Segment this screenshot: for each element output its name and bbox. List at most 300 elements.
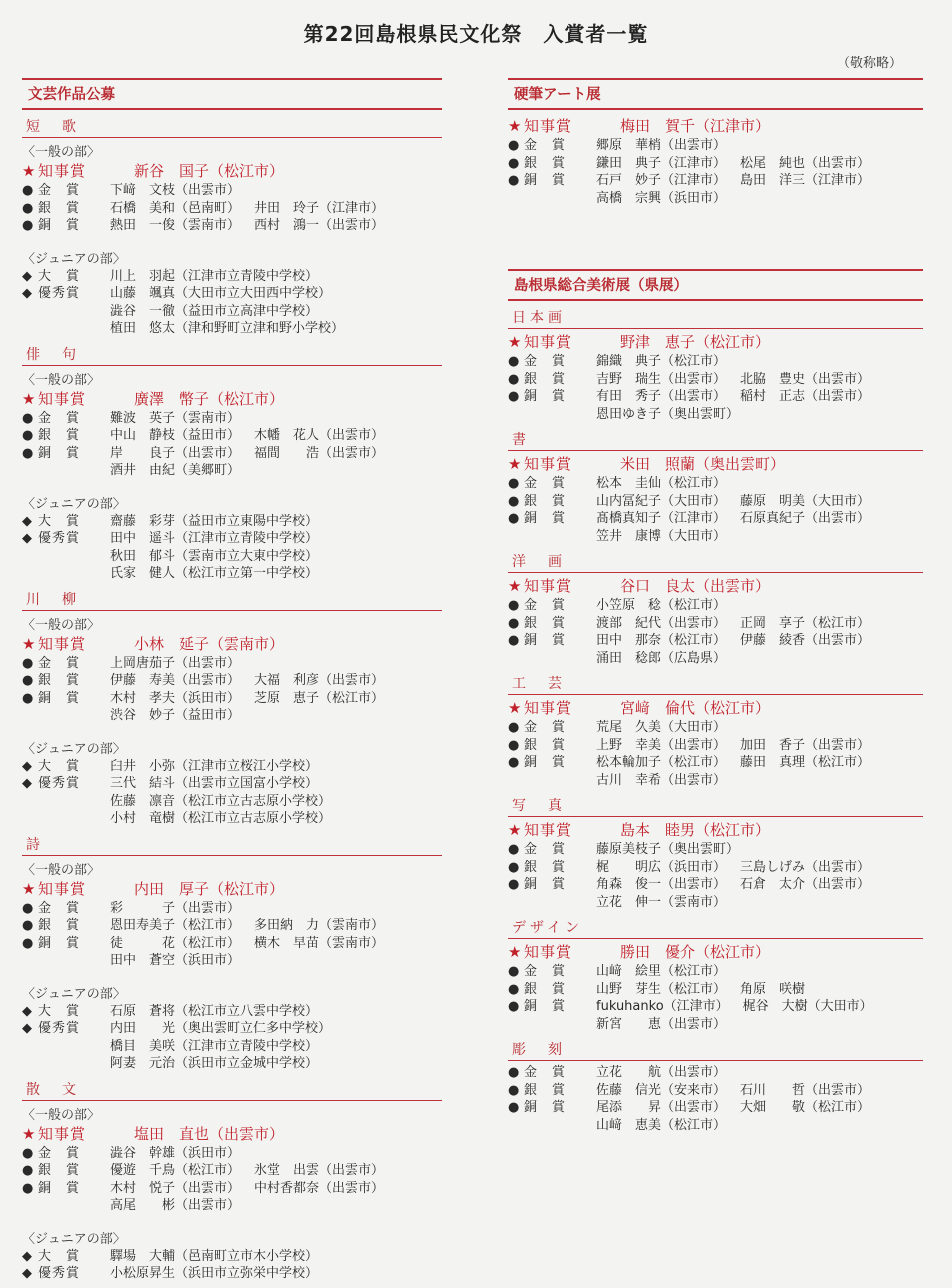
- award-mark-icon: ●: [508, 511, 520, 526]
- award-mark-icon: ★: [508, 455, 522, 473]
- award-row: [22, 655, 442, 673]
- prize-label: 金 賞: [524, 1065, 567, 1080]
- category-shi: 詩: [22, 834, 442, 856]
- winner-name: 川上 羽起（江津市立青陵中学校）: [110, 268, 319, 284]
- winner-name: 石戸 妙子（江津市）: [596, 173, 727, 188]
- award-row: [22, 1180, 442, 1198]
- award-row: [22, 427, 442, 445]
- award-mark-icon: ●: [508, 598, 520, 613]
- award-row: [508, 650, 923, 668]
- winner-name: 秋田 郁斗（雲南市立大東中学校）: [110, 548, 319, 564]
- prize-label: 銀 賞: [524, 615, 567, 631]
- prize-label: 大 賞: [38, 513, 81, 529]
- governor-award-row: [508, 942, 923, 963]
- award-row: [22, 268, 442, 286]
- winner-name: 島本 睦男（松江市）: [620, 821, 771, 839]
- prize-label: 知事賞: [524, 333, 573, 351]
- winner-name: 山﨑 恵美（松江市）: [596, 1117, 727, 1133]
- winner-name: 田中 蒼空（浜田市）: [110, 953, 241, 968]
- division-general: 〈一般の部〉: [22, 617, 101, 633]
- prize-label: 銅 賞: [524, 633, 567, 648]
- award-mark-icon: ●: [508, 877, 520, 892]
- prize-label: 銀 賞: [524, 737, 567, 753]
- awards-list: [508, 116, 923, 207]
- award-row: [22, 320, 442, 338]
- category-haiku: 俳 句: [22, 344, 442, 366]
- winner-name: 加田 香子（出雲市）: [740, 737, 871, 753]
- award-mark-icon: ●: [22, 445, 34, 461]
- winner-name: 伊藤 寿美（出雲市）: [110, 673, 241, 688]
- winner-name: 荒尾 久美（大田市）: [596, 720, 727, 735]
- category-sho: 書: [508, 429, 923, 451]
- winner-name: 恩田寿美子（松江市）: [110, 918, 241, 933]
- winner-name: 髙橋真知子（江津市）: [596, 511, 727, 526]
- awards-list: [22, 268, 442, 338]
- winner-name: 有田 秀子（出雲市）: [596, 389, 727, 404]
- award-row: [22, 548, 442, 566]
- winner-name: 北脇 豊史（出雲市）: [740, 371, 871, 387]
- winner-name: 角原 咲樹: [740, 981, 806, 997]
- prize-label: 金 賞: [38, 183, 81, 198]
- award-mark-icon: ◆: [22, 268, 32, 284]
- award-row: [508, 632, 923, 650]
- category-tanka: 短 歌: [22, 116, 442, 138]
- award-mark-icon: ●: [508, 615, 520, 631]
- award-row: [508, 754, 923, 772]
- award-row: [508, 615, 923, 633]
- prize-label: 優秀賞: [38, 1021, 81, 1036]
- award-mark-icon: ●: [508, 389, 520, 404]
- winner-name: 彩 子（出雲市）: [110, 900, 241, 916]
- prize-label: 金 賞: [524, 964, 567, 979]
- award-mark-icon: ●: [22, 690, 34, 706]
- winner-name: 木幡 花人（出雲市）: [254, 428, 385, 443]
- prize-label: 銅 賞: [38, 1180, 81, 1196]
- award-mark-icon: ●: [508, 737, 520, 753]
- winner-name: 郷原 華梢（出雲市）: [596, 138, 727, 153]
- winner-name: 植田 悠太（津和野町立津和野小学校）: [110, 321, 345, 336]
- winner-name: 齋藤 彩芽（益田市立東陽中学校）: [110, 513, 319, 529]
- division-junior: 〈ジュニアの部〉: [22, 496, 126, 512]
- category-nihonga: 日本画: [508, 307, 923, 329]
- award-mark-icon: ★: [22, 389, 36, 408]
- governor-award-row: [508, 454, 923, 475]
- award-row: [22, 285, 442, 303]
- award-row: [22, 758, 442, 776]
- awards-list: [22, 879, 442, 970]
- award-mark-icon: ★: [508, 117, 522, 135]
- prize-label: 金 賞: [524, 138, 567, 153]
- winner-name: 立花 伸一（雲南市）: [596, 894, 727, 910]
- category-yoga: 洋 画: [508, 551, 923, 573]
- category-sanbun: 散 文: [22, 1079, 442, 1101]
- winner-name: 渋谷 妙子（益田市）: [110, 708, 241, 723]
- winner-name: 野津 恵子（松江市）: [620, 333, 771, 351]
- governor-award-row: [508, 698, 923, 719]
- prize-label: 銅 賞: [38, 218, 81, 233]
- winner-name: 石倉 太介（出雲市）: [740, 877, 871, 892]
- award-mark-icon: ●: [508, 1065, 520, 1080]
- prize-label: 銀 賞: [38, 200, 81, 216]
- winner-name: 米田 照蘭（奥出雲町）: [620, 455, 786, 473]
- award-mark-icon: ◆: [22, 1021, 32, 1036]
- winner-name: 山﨑 絵里（松江市）: [596, 964, 727, 979]
- prize-label: 知事賞: [38, 1124, 87, 1143]
- award-mark-icon: ●: [22, 935, 34, 951]
- prize-label: 知事賞: [524, 821, 573, 839]
- award-mark-icon: ★: [22, 162, 36, 180]
- prize-label: 知事賞: [38, 389, 87, 408]
- governor-award-row: [508, 116, 923, 137]
- winner-name: 恩田ゆき子（奥出雲町）: [596, 406, 740, 422]
- award-mark-icon: ◆: [22, 758, 32, 774]
- prize-label: 銅 賞: [38, 690, 81, 706]
- awards-list: [508, 454, 923, 545]
- prize-label: 金 賞: [38, 1145, 81, 1161]
- winner-name: 藤原 明美（大田市）: [740, 493, 871, 509]
- section-header-koupitsu: 硬筆アート展: [508, 78, 923, 110]
- winner-name: 宮﨑 倫代（松江市）: [620, 699, 771, 717]
- award-row: [22, 1020, 442, 1038]
- winner-name: 熱田 一俊（雲南市）: [110, 218, 241, 233]
- award-row: [508, 963, 923, 981]
- award-row: [508, 841, 923, 859]
- prize-label: 銅 賞: [524, 999, 567, 1014]
- prize-label: 大 賞: [38, 1248, 81, 1264]
- winner-name: 谷口 良太（出雲市）: [620, 577, 771, 595]
- category-senryu: 川 柳: [22, 589, 442, 611]
- winner-name: 難波 英子（雲南市）: [110, 410, 241, 426]
- award-mark-icon: ●: [508, 755, 520, 770]
- award-row: [22, 1003, 442, 1021]
- award-row: [22, 707, 442, 725]
- prize-label: 知事賞: [38, 162, 87, 180]
- prize-label: 銀 賞: [524, 859, 567, 875]
- award-row: [22, 952, 442, 970]
- winner-name: 松本 圭仙（松江市）: [596, 476, 727, 491]
- award-mark-icon: ◆: [22, 286, 32, 301]
- winner-name: 岸 良子（出雲市）: [110, 445, 241, 461]
- award-row: [22, 1145, 442, 1163]
- governor-award-row: [22, 879, 442, 900]
- award-row: [508, 998, 923, 1016]
- award-row: [508, 1099, 923, 1117]
- award-row: [508, 981, 923, 999]
- winner-name: 塩田 直也（出雲市）: [134, 1124, 285, 1143]
- prize-label: 知事賞: [38, 879, 87, 898]
- award-mark-icon: ★: [508, 821, 522, 839]
- division-junior: 〈ジュニアの部〉: [22, 741, 126, 757]
- winner-name: 小林 延子（雲南市）: [134, 634, 285, 653]
- winner-name: 澁谷 一徹（益田市立高津中学校）: [110, 303, 319, 319]
- award-mark-icon: ●: [508, 173, 520, 188]
- award-mark-icon: ●: [508, 859, 520, 875]
- winner-name: 石原真紀子（出雲市）: [740, 511, 871, 526]
- award-row: [22, 462, 442, 480]
- prize-label: 優秀賞: [38, 286, 81, 301]
- winner-name: 吉野 瑞生（出雲市）: [596, 371, 727, 387]
- award-row: [508, 772, 923, 790]
- award-mark-icon: ●: [508, 981, 520, 997]
- winner-name: 伊藤 綾香（出雲市）: [740, 633, 871, 648]
- award-mark-icon: ★: [22, 879, 36, 898]
- award-mark-icon: ●: [22, 1145, 34, 1161]
- winner-name: 藤田 真理（松江市）: [740, 755, 871, 770]
- prize-label: 大 賞: [38, 1003, 81, 1019]
- prize-label: 知事賞: [524, 699, 573, 717]
- winner-name: 田中 那奈（松江市）: [596, 633, 727, 648]
- prize-label: 優秀賞: [38, 531, 81, 546]
- governor-award-row: [508, 820, 923, 841]
- award-row: [508, 894, 923, 912]
- awards-list: [508, 698, 923, 789]
- award-mark-icon: ●: [508, 964, 520, 979]
- division-general: 〈一般の部〉: [22, 372, 101, 388]
- award-row: [508, 1117, 923, 1135]
- prize-label: 大 賞: [38, 758, 81, 774]
- prize-label: 銀 賞: [38, 428, 81, 443]
- award-row: [22, 690, 442, 708]
- category-chokoku: 彫 刻: [508, 1039, 923, 1061]
- awards-list: [22, 513, 442, 583]
- winner-name: 澁谷 幹雄（浜田市）: [110, 1145, 241, 1161]
- award-row: [508, 1064, 923, 1082]
- award-row: [508, 876, 923, 894]
- division-junior: 〈ジュニアの部〉: [22, 251, 126, 267]
- winner-name: 高尾 彬（出雲市）: [110, 1198, 241, 1213]
- award-mark-icon: ◆: [22, 1003, 32, 1019]
- prize-label: 優秀賞: [38, 776, 81, 791]
- award-mark-icon: ●: [508, 999, 520, 1014]
- award-mark-icon: ●: [22, 183, 34, 198]
- prize-label: 銀 賞: [524, 371, 567, 387]
- award-mark-icon: ●: [22, 1180, 34, 1196]
- winner-name: 小松原昇生（浜田市立弥栄中学校）: [110, 1266, 319, 1281]
- award-mark-icon: ◆: [22, 531, 32, 546]
- winner-name: 山藤 颯真（大田市立大田西中学校）: [110, 286, 332, 301]
- section-header-kenten: 島根県総合美術展（県展）: [508, 269, 923, 301]
- governor-award-row: [22, 389, 442, 410]
- award-mark-icon: ●: [22, 673, 34, 688]
- award-row: [22, 935, 442, 953]
- winner-name: 尾添 昇（出雲市）: [596, 1100, 727, 1115]
- award-row: [508, 137, 923, 155]
- award-row: [508, 406, 923, 424]
- division-general: 〈一般の部〉: [22, 145, 101, 160]
- award-row: [22, 793, 442, 811]
- award-row: [22, 900, 442, 918]
- prize-label: 銀 賞: [524, 1082, 567, 1098]
- award-mark-icon: ●: [508, 720, 520, 735]
- prize-label: 銀 賞: [38, 673, 81, 688]
- winner-name: 松尾 純也（出雲市）: [740, 155, 871, 171]
- award-row: [22, 200, 442, 218]
- award-row: [22, 217, 442, 235]
- winner-name: 福間 浩（出雲市）: [254, 445, 385, 461]
- winner-name: 稲村 正志（出雲市）: [740, 389, 871, 404]
- winner-name: 中村香都奈（出雲市）: [254, 1180, 385, 1196]
- winner-name: 島田 洋三（江津市）: [740, 173, 871, 188]
- award-mark-icon: ●: [508, 371, 520, 387]
- division-junior: 〈ジュニアの部〉: [22, 986, 126, 1002]
- award-mark-icon: ●: [508, 138, 520, 153]
- winner-name: 氏家 健人（松江市立第一中学校）: [110, 566, 319, 581]
- award-row: [22, 303, 442, 321]
- awards-list: [22, 758, 442, 828]
- winner-name: 内田 光（奥出雲町立仁多中学校）: [110, 1021, 332, 1036]
- winner-name: 橋目 美咲（江津市立青陵中学校）: [110, 1038, 319, 1054]
- prize-label: 銅 賞: [524, 877, 567, 892]
- awards-list: [22, 1124, 442, 1215]
- prize-label: 金 賞: [524, 598, 567, 613]
- award-row: [508, 371, 923, 389]
- winner-name: 廣澤 幣子（松江市）: [134, 389, 285, 408]
- governor-award-row: [508, 576, 923, 597]
- prize-label: 銅 賞: [524, 755, 567, 770]
- winner-name: 三島しげみ（出雲市）: [740, 859, 871, 875]
- winner-name: 石原 蒼将（松江市立八雲中学校）: [110, 1003, 319, 1019]
- award-row: [22, 565, 442, 583]
- winner-name: 石川 哲（出雲市）: [740, 1082, 871, 1098]
- award-row: [508, 190, 923, 208]
- left-column: [22, 74, 442, 1283]
- award-row: [508, 737, 923, 755]
- award-row: [22, 530, 442, 548]
- prize-label: 金 賞: [38, 655, 81, 671]
- winner-name: 山内冨紀子（大田市）: [596, 493, 727, 509]
- winner-name: 多田納 力（雲南市）: [254, 918, 385, 933]
- winner-name: 小村 竜樹（松江市立古志原小学校）: [110, 811, 332, 826]
- award-row: [508, 388, 923, 406]
- prize-label: 知事賞: [524, 943, 573, 961]
- governor-award-row: [508, 332, 923, 353]
- winner-name: 勝田 優介（松江市）: [620, 943, 771, 961]
- award-row: [22, 1265, 442, 1283]
- prize-label: 銀 賞: [524, 493, 567, 509]
- winner-name: 横木 早苗（雲南市）: [254, 935, 385, 951]
- winner-name: 佐藤 凛音（松江市立古志原小学校）: [110, 793, 332, 809]
- winner-name: 梶谷 大樹（大田市）: [742, 999, 873, 1014]
- award-mark-icon: ●: [22, 655, 34, 671]
- prize-label: 銀 賞: [524, 155, 567, 171]
- award-mark-icon: ★: [508, 333, 522, 351]
- prize-label: 金 賞: [38, 900, 81, 916]
- winner-name: 正岡 享子（松江市）: [740, 615, 871, 631]
- award-mark-icon: ●: [508, 493, 520, 509]
- winner-name: 氷堂 出雲（出雲市）: [254, 1163, 385, 1178]
- prize-label: 優秀賞: [38, 1266, 81, 1281]
- winner-name: 優遊 千鳥（松江市）: [110, 1163, 241, 1178]
- awards-list: [508, 576, 923, 667]
- award-row: [22, 775, 442, 793]
- winner-name: 梅田 賀千（江津市）: [620, 117, 771, 135]
- governor-award-row: [22, 1124, 442, 1145]
- award-row: [22, 1248, 442, 1266]
- winner-name: 石橋 美和（邑南町）: [110, 200, 241, 216]
- award-row: [22, 917, 442, 935]
- award-row: [22, 410, 442, 428]
- winner-name: 井田 玲子（江津市）: [254, 200, 385, 216]
- winner-name: 梶 明広（浜田市）: [596, 859, 727, 875]
- award-mark-icon: ●: [508, 1082, 520, 1098]
- section-header-bungei: 文芸作品公募: [22, 78, 442, 110]
- winner-name: 新谷 国子（松江市）: [134, 162, 285, 180]
- category-design: デザイン: [508, 917, 923, 939]
- prize-label: 知事賞: [524, 117, 573, 135]
- winner-name: 佐藤 信光（安来市）: [596, 1082, 727, 1098]
- award-row: [22, 182, 442, 200]
- award-mark-icon: ●: [22, 410, 34, 426]
- winner-name: 芝原 恵子（松江市）: [254, 690, 385, 706]
- division-general: 〈一般の部〉: [22, 1107, 101, 1123]
- award-row: [508, 172, 923, 190]
- awards-list: [508, 1064, 923, 1134]
- award-row: [22, 1038, 442, 1056]
- prize-label: 金 賞: [524, 720, 567, 735]
- award-mark-icon: ★: [508, 699, 522, 717]
- award-row: [22, 672, 442, 690]
- winner-name: 木村 孝夫（浜田市）: [110, 690, 241, 706]
- award-row: [22, 1197, 442, 1215]
- award-row: [508, 493, 923, 511]
- award-mark-icon: ◆: [22, 1266, 32, 1281]
- award-row: [508, 475, 923, 493]
- winner-name: 上野 幸美（出雲市）: [596, 737, 727, 753]
- winner-name: fukuhanko（江津市）: [596, 999, 729, 1014]
- awards-list: [22, 161, 442, 235]
- winner-name: 阿妻 元治（浜田市立金城中学校）: [110, 1056, 319, 1071]
- division-general: 〈一般の部〉: [22, 862, 101, 878]
- awards-list: [508, 820, 923, 911]
- award-mark-icon: ★: [22, 634, 36, 653]
- winner-name: 三代 結斗（出雲市立国富小学校）: [110, 776, 319, 791]
- prize-label: 銅 賞: [524, 389, 567, 404]
- winner-name: 小笠原 稔（松江市）: [596, 598, 727, 613]
- award-mark-icon: ●: [508, 476, 520, 491]
- award-row: [508, 859, 923, 877]
- award-row: [508, 510, 923, 528]
- award-row: [508, 353, 923, 371]
- award-mark-icon: ●: [22, 900, 34, 916]
- award-row: [508, 597, 923, 615]
- award-mark-icon: ◆: [22, 513, 32, 529]
- winner-name: 渡部 紀代（出雲市）: [596, 615, 727, 631]
- awards-list: [22, 634, 442, 725]
- prize-label: 金 賞: [524, 842, 567, 857]
- winner-name: 大畑 敬（松江市）: [740, 1100, 871, 1115]
- award-row: [508, 1082, 923, 1100]
- winner-name: 西村 鴻一（出雲市）: [254, 218, 385, 233]
- prize-label: 銀 賞: [38, 1163, 81, 1178]
- winner-name: 木村 悦子（出雲市）: [110, 1180, 241, 1196]
- winner-name: 臼井 小弥（江津市立桜江小学校）: [110, 758, 319, 774]
- winner-name: 山野 芽生（松江市）: [596, 981, 727, 997]
- winner-name: 角森 俊一（出雲市）: [596, 877, 727, 892]
- prize-label: 銅 賞: [38, 935, 81, 951]
- award-mark-icon: ●: [22, 218, 34, 233]
- award-mark-icon: ★: [508, 577, 522, 595]
- award-mark-icon: ◆: [22, 1248, 32, 1264]
- award-row: [22, 1162, 442, 1180]
- award-mark-icon: ●: [508, 1100, 520, 1115]
- prize-label: 銅 賞: [524, 173, 567, 188]
- winner-name: 古川 幸希（出雲市）: [596, 772, 727, 788]
- winner-name: 新宮 恵（出雲市）: [596, 1016, 727, 1032]
- winner-name: 酒井 由紀（美郷町）: [110, 463, 241, 478]
- page-title: 第22回島根県民文化祭 入賞者一覧: [303, 22, 649, 46]
- winner-name: 笠井 康博（大田市）: [596, 528, 727, 544]
- prize-label: 銅 賞: [38, 445, 81, 461]
